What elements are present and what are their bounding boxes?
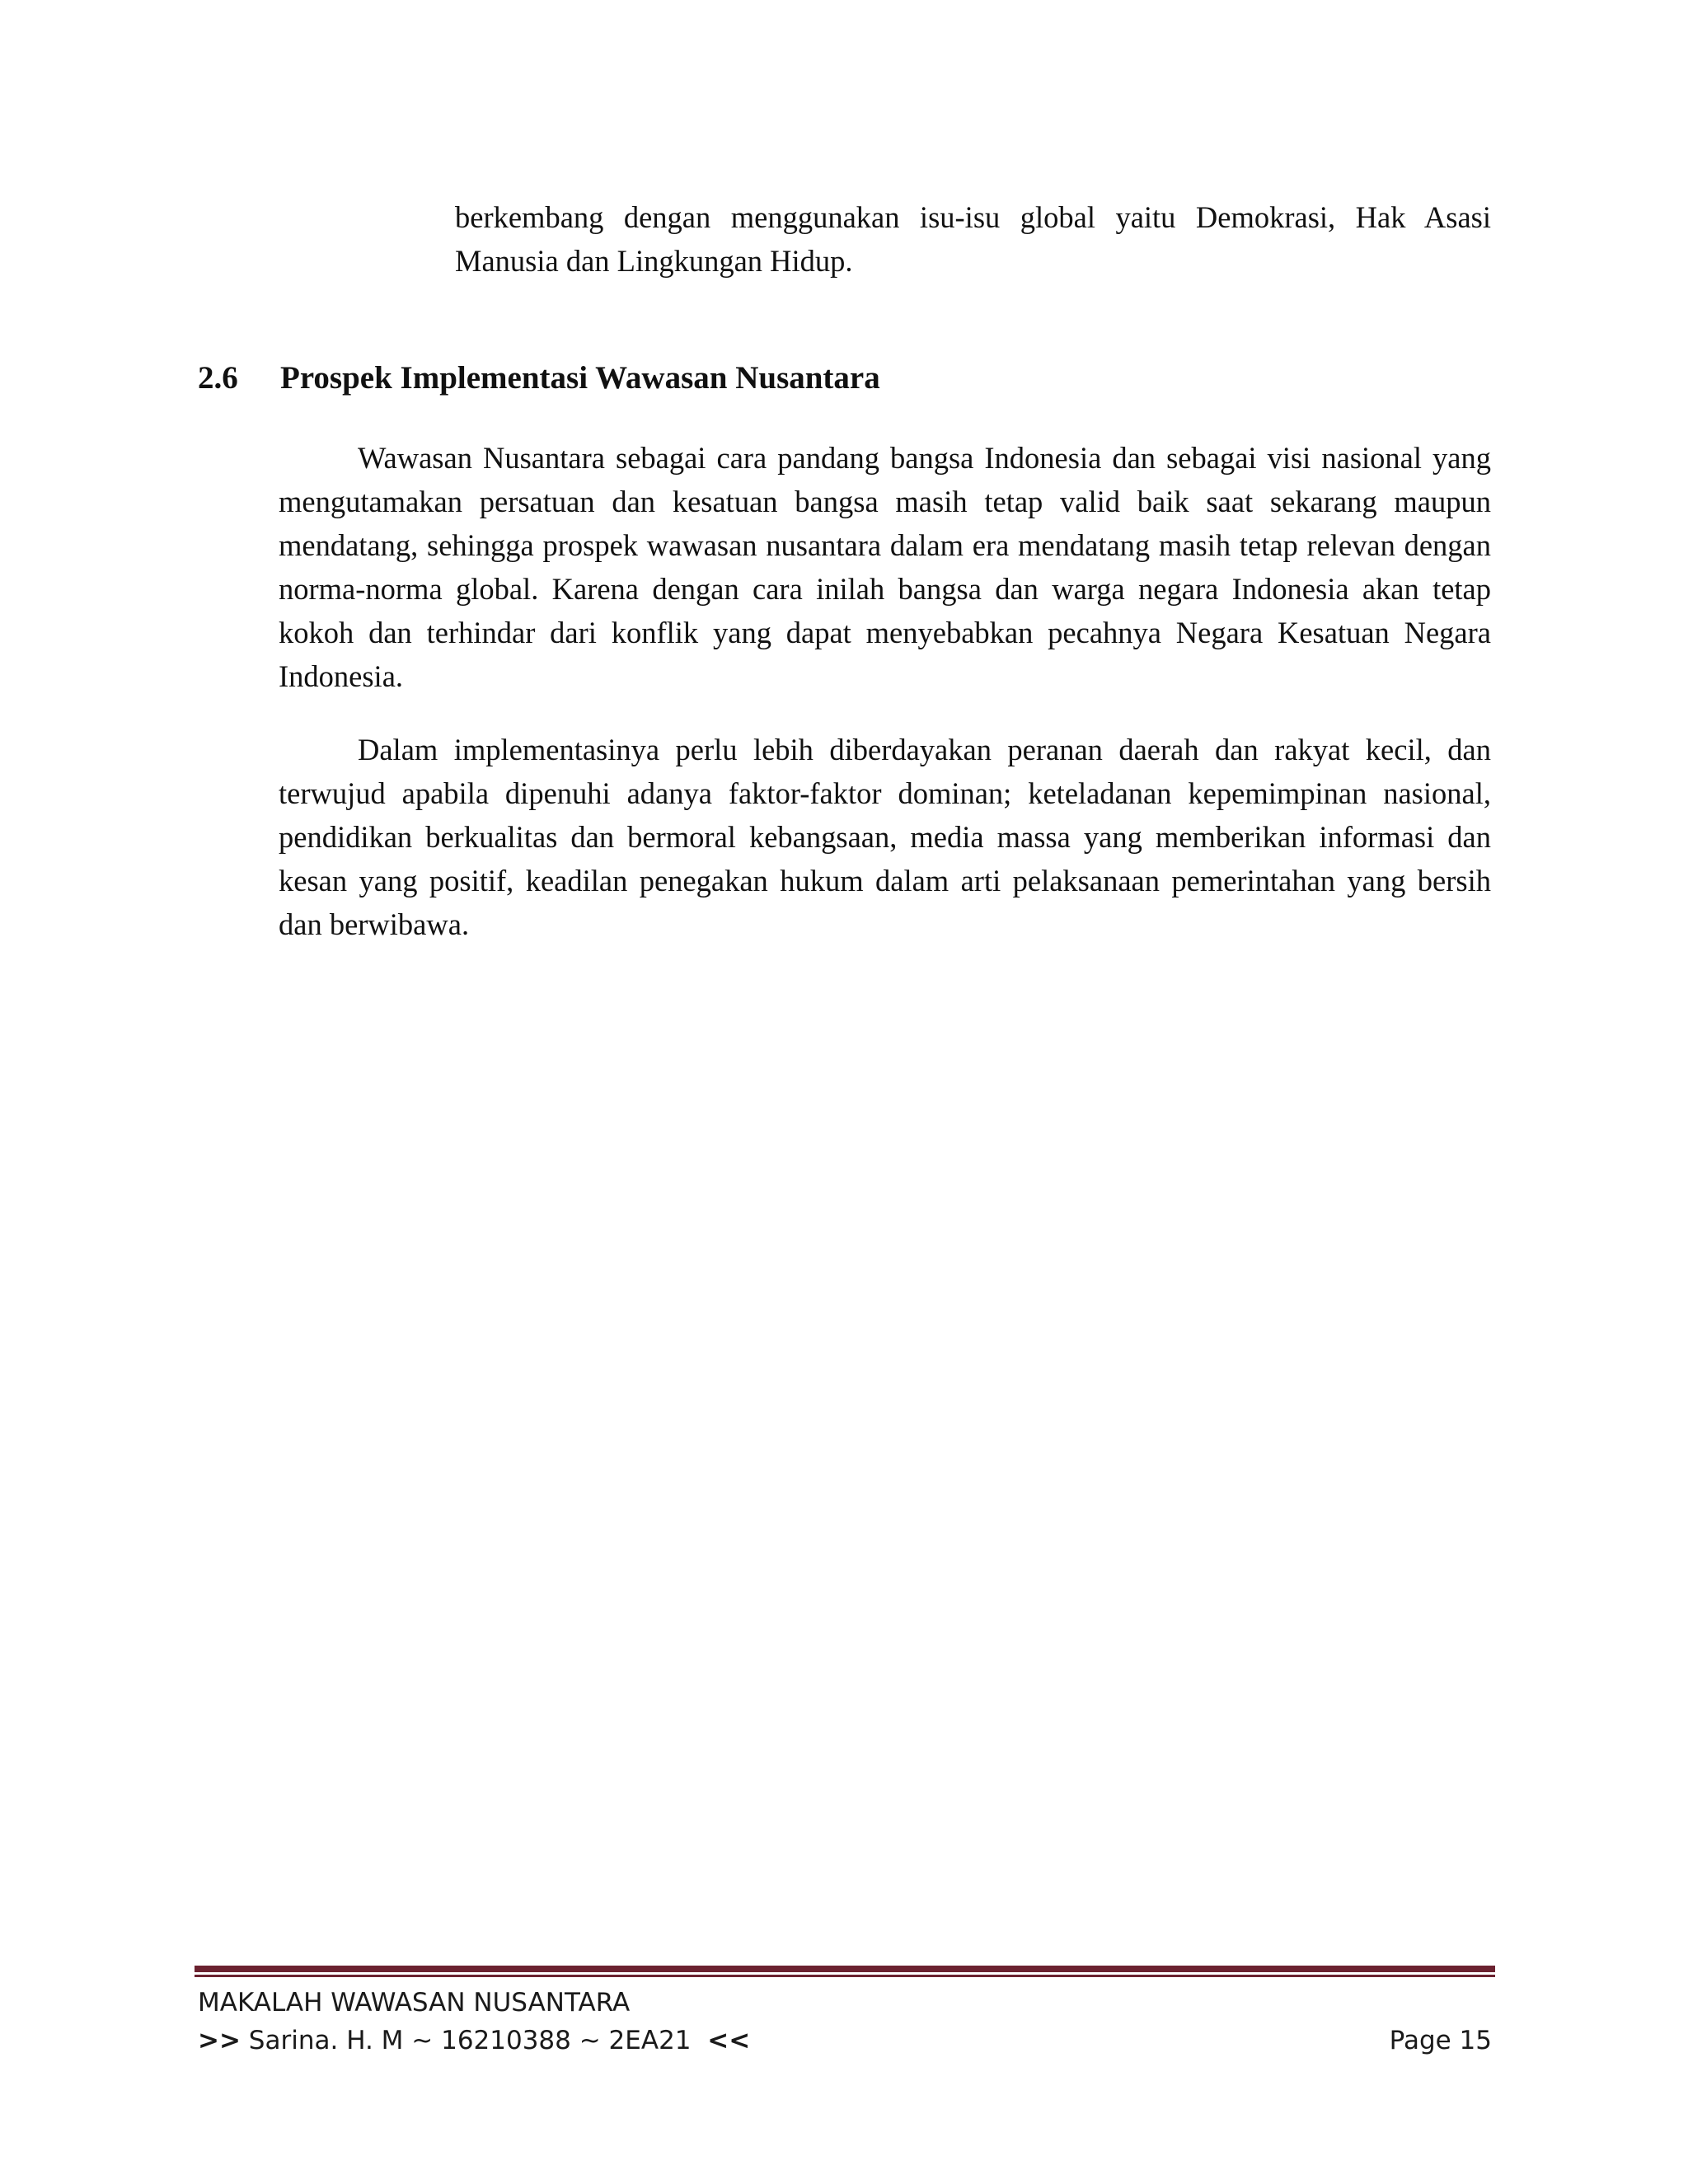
section-heading (198, 357, 880, 400)
footer-prefix: >> (198, 2026, 241, 2055)
footer-rule-thick (195, 1966, 1495, 1972)
page-number: Page 15 (1389, 2026, 1492, 2055)
section-title: Prospek Implementasi Wawasan Nusantara (280, 360, 880, 396)
continued-paragraph: berkembang dengan menggunakan isu-isu global yaitu Demokrasi, Hak Asasi Manusia dan Lingkungan Hidup. (455, 200, 1491, 278)
body-paragraph-1: Wawasan Nusantara sebagai cara pandang bangsa Indonesia dan sebagai visi nasional yang mengutamakan persatuan dan kesatuan bangsa masih tetap valid baik saat sekarang maupun mendatang, sehingga prospek wawasan nusantara dalam era mendatang masih tetap relevan dengan norma-norma global. Karena dengan cara inilah bangsa dan warga negara Indonesia akan tetap kokoh dan terhindar dari konflik yang dapat menyebabkan pecahnya Negara Kesatuan Negara Indonesia. (279, 441, 1491, 693)
footer-rule-thin (195, 1975, 1495, 1977)
footer-author-text: Sarina. H. M ~ 16210388 ~ 2EA21 (240, 2026, 708, 2055)
footer-author-line (198, 2023, 750, 2058)
section-number: 2.6 (198, 360, 238, 396)
footer-title: MAKALAH WAWASAN NUSANTARA (198, 1988, 631, 2018)
footer-suffix: << (707, 2026, 751, 2055)
body-paragraph-2: Dalam implementasinya perlu lebih diberdayakan peranan daerah dan rakyat kecil, dan terwujud apabila dipenuhi adanya faktor-faktor dominan; keteladanan kepemimpinan nasional, pendidikan berkualitas dan bermoral kebangsaan, media massa yang memberikan informasi dan kesan yang positif, keadilan penegakan hukum dalam arti pelaksanaan pemerintahan yang bersih dan berwibawa. (279, 733, 1491, 941)
